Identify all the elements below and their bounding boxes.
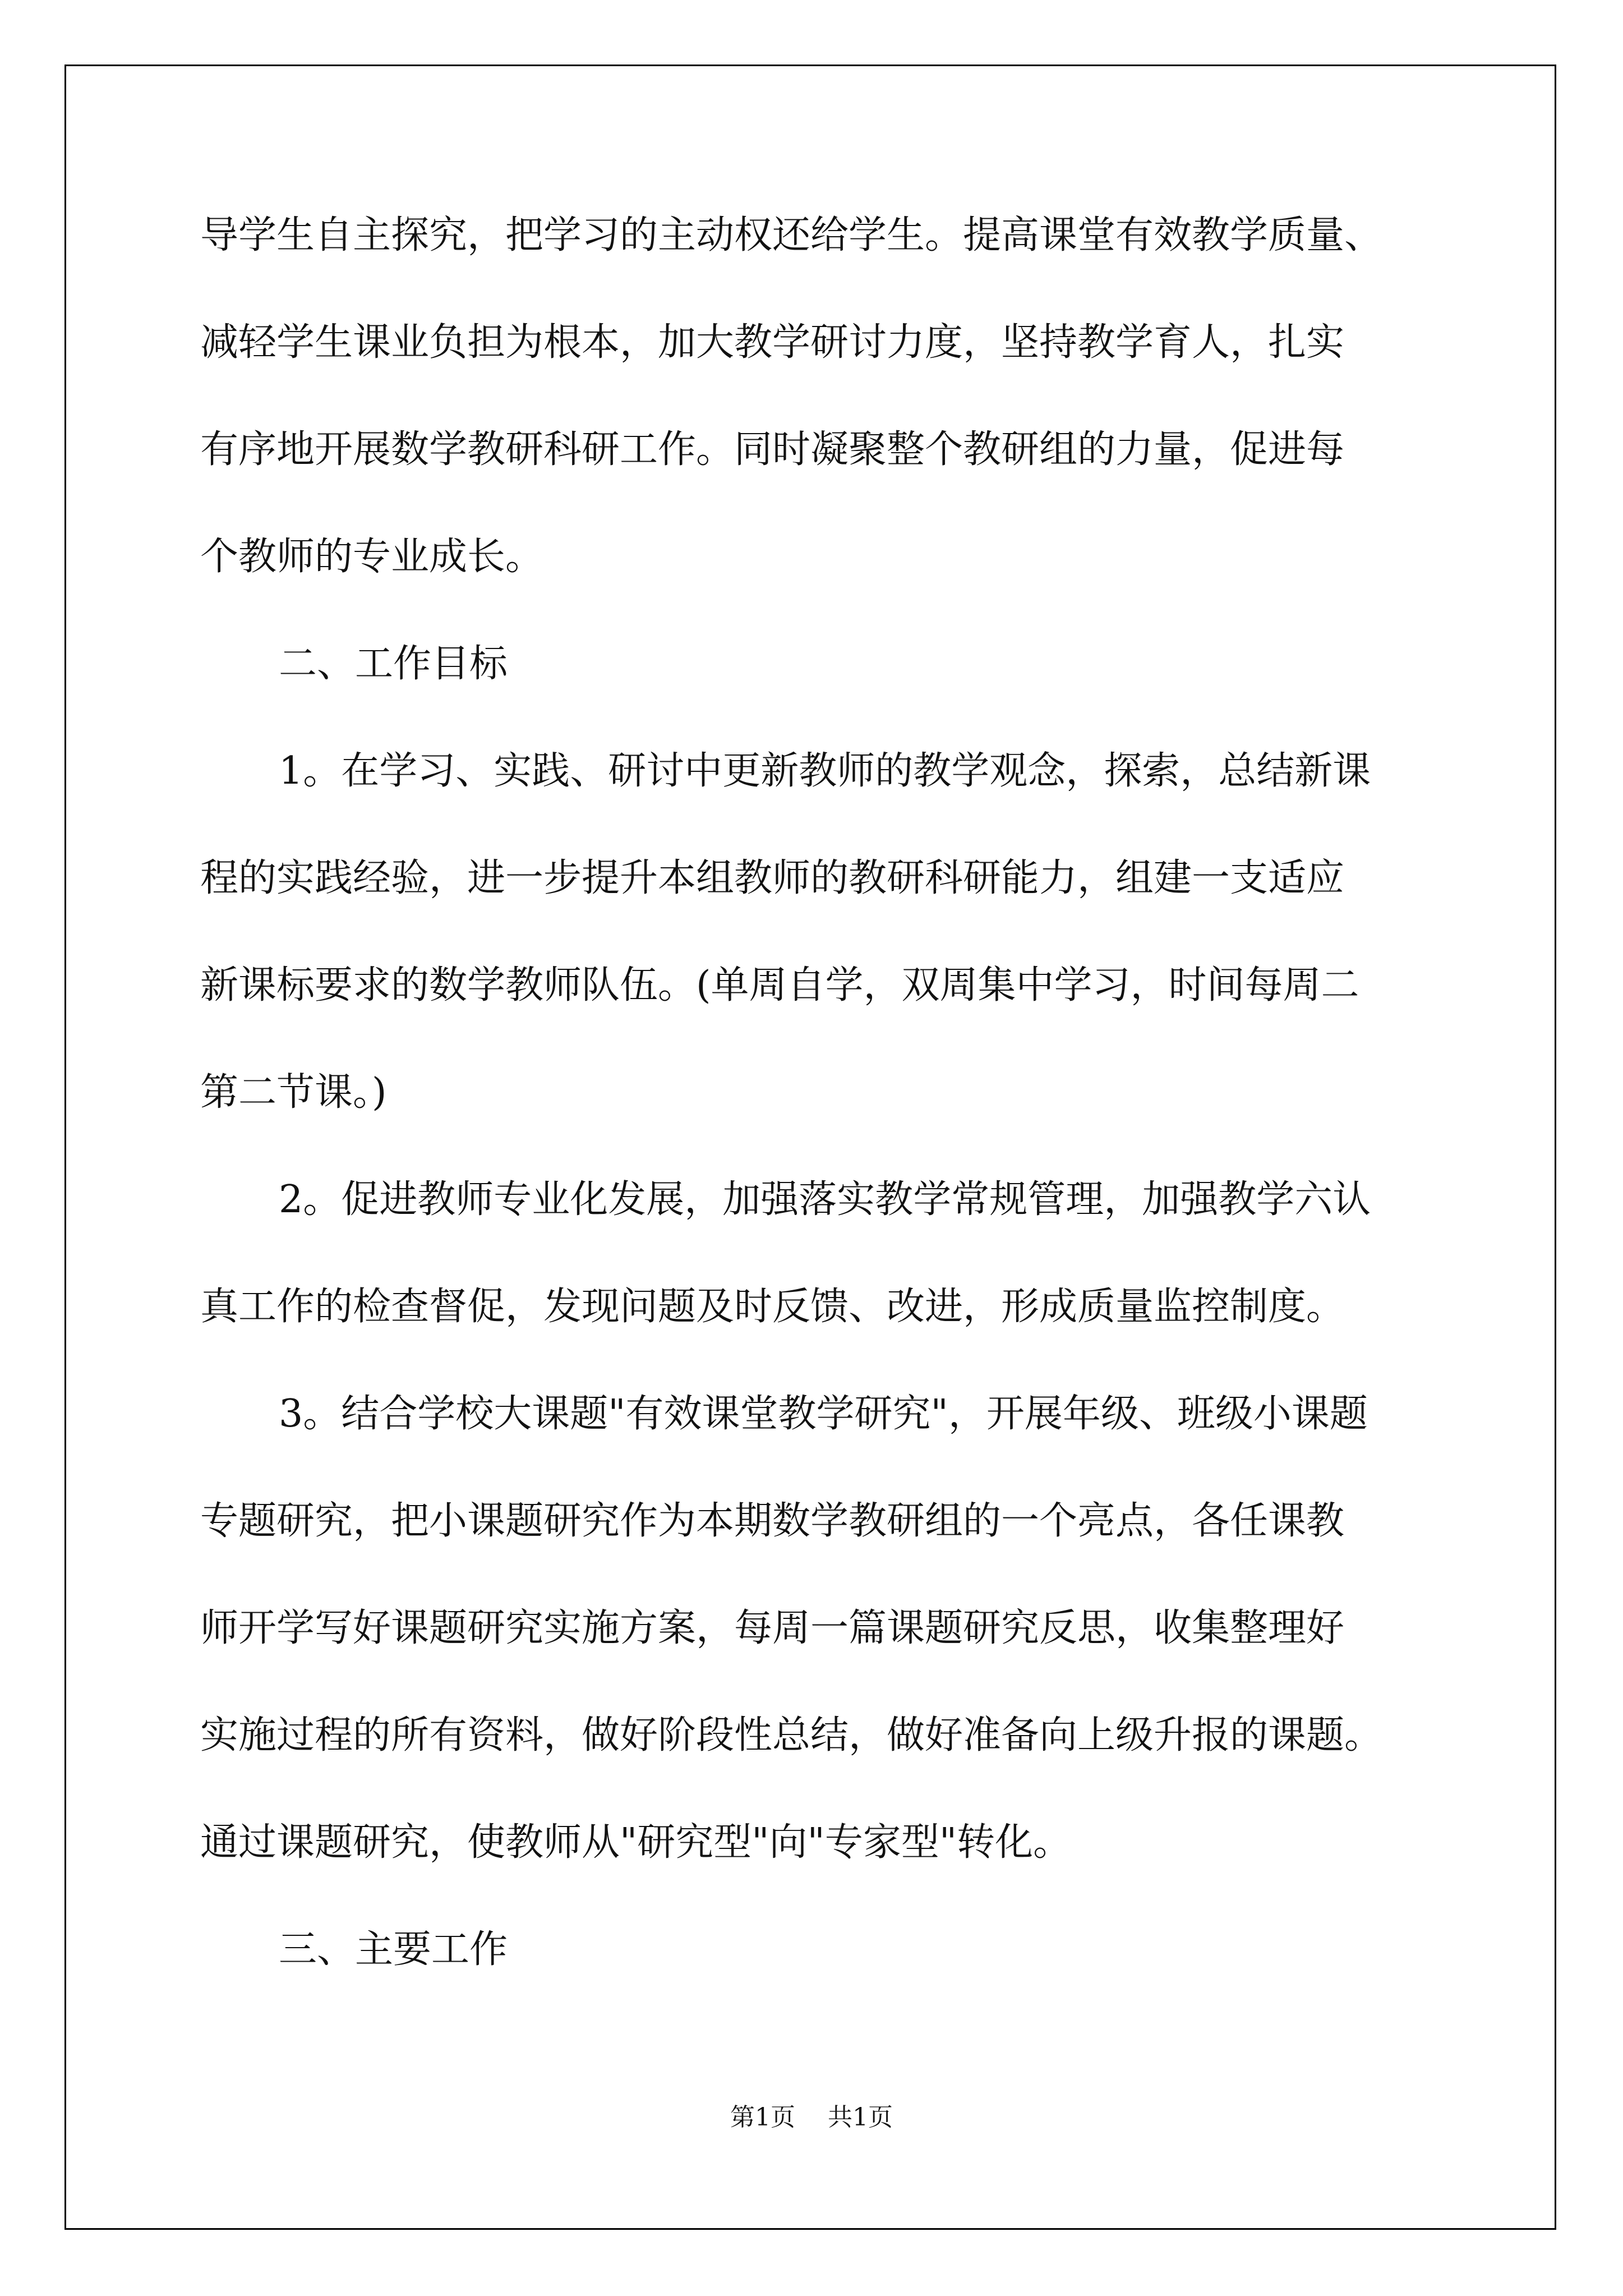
text-line: 导学生自主探究，把学习的主动权还给学生。提高课堂有效教学质量、: [200, 213, 1383, 257]
text-line: 第二节课。): [200, 1070, 387, 1115]
text-line: 三、主要工作: [279, 1927, 508, 1972]
text-line: 程的实践经验，进一步提升本组教师的教研科研能力，组建一支适应: [200, 856, 1345, 900]
text-line: 有序地开展数学教研科研工作。同时凝聚整个教研组的力量，促进每: [200, 427, 1345, 472]
page-number-current: 第1页: [730, 2103, 795, 2132]
text-line: 师开学写好课题研究实施方案，每周一篇课题研究反思，收集整理好: [200, 1606, 1345, 1650]
text-line: 专题研究，把小课题研究作为本期数学教研组的一个亮点，各任课教: [200, 1499, 1345, 1543]
text-line: 新课标要求的数学教师队伍。(单周自学，双周集中学习，时间每周二: [200, 963, 1359, 1007]
page-number-total: 共1页: [828, 2103, 893, 2132]
text-line: 减轻学生课业负担为根本，加大教学研讨力度，坚持教学育人，扎实: [200, 320, 1345, 365]
text-line: 二、工作目标: [279, 642, 508, 686]
text-line: 个教师的专业成长。: [200, 535, 544, 579]
text-line: 实施过程的所有资料，做好阶段性总结，做好准备向上级升报的课题。: [200, 1713, 1383, 1757]
page-footer: [0, 2097, 1623, 2133]
document-body: [200, 202, 1462, 2023]
text-line: 真工作的检查督促，发现问题及时反馈、改进，形成质量监控制度。: [200, 1285, 1345, 1329]
text-line: 3。结合学校大课题"有效课堂教学研究"，开展年级、班级小课题: [279, 1392, 1368, 1436]
text-line: 通过课题研究，使教师从"研究型"向"专家型"转化。: [200, 1820, 1072, 1865]
text-line: 2。促进教师专业化发展，加强落实教学常规管理，加强教学六认: [279, 1177, 1371, 1222]
text-line: 1。在学习、实践、研讨中更新教师的教学观念，探索，总结新课: [279, 749, 1371, 793]
